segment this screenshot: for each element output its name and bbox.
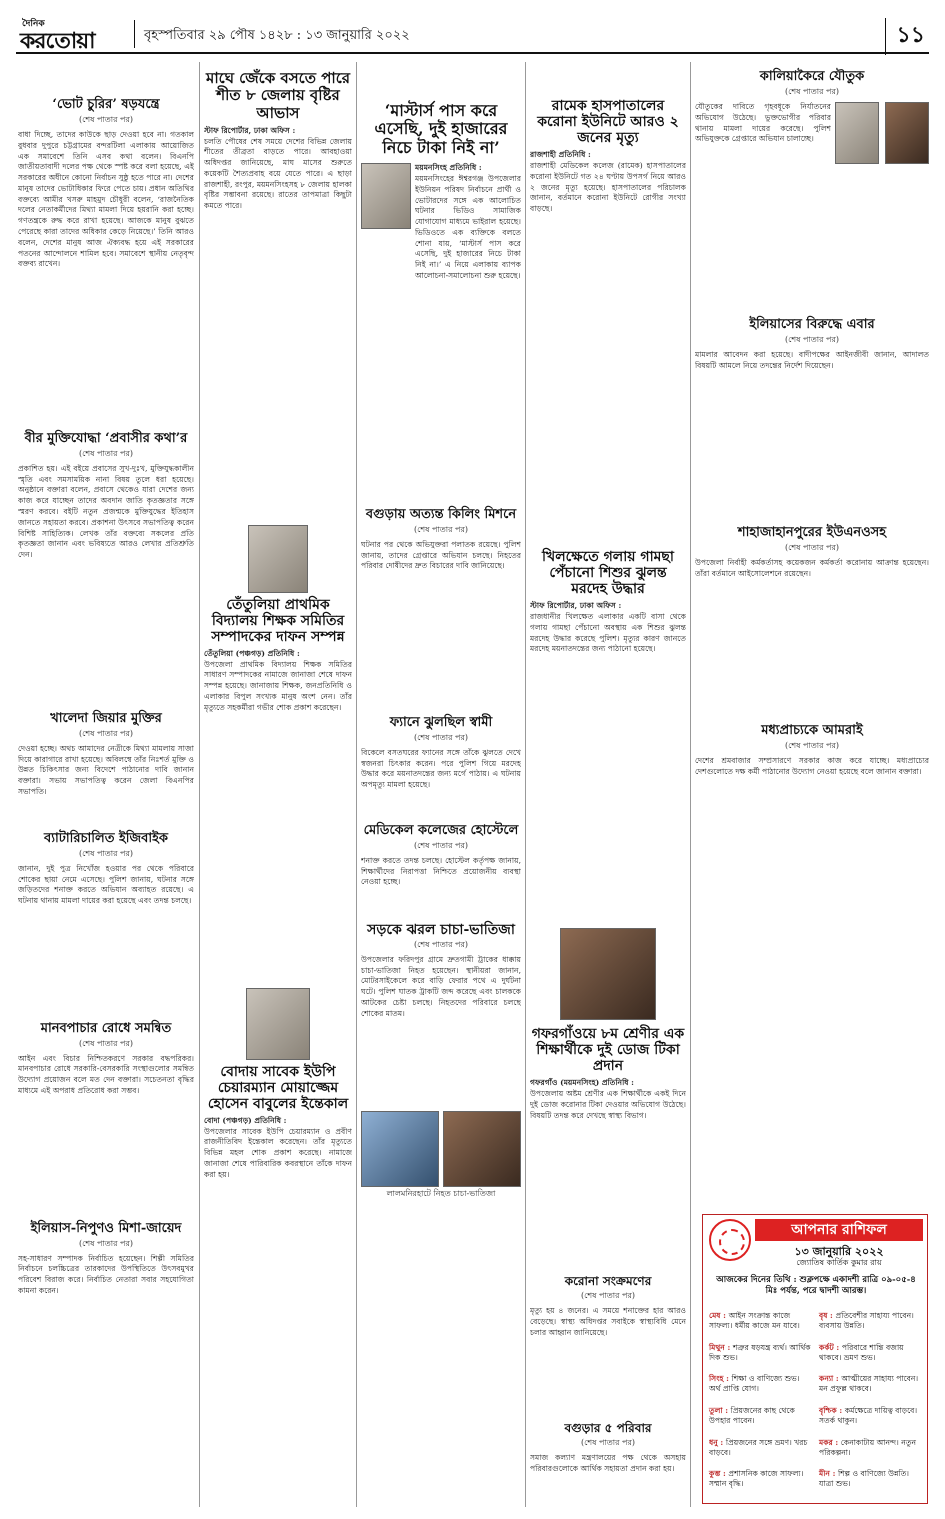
masthead xyxy=(16,14,929,54)
article-body: যৌতুকের দাবিতে গৃহবধূকে নির্যাতনের অভিযোগ উঠেছে। ভুক্তভোগীর পরিবার থানায় মামলা দায়ের করেছে। পুলিশ অভিযুক্তকে গ্রেপ্তারে অভিযান চালাচ্ছে। xyxy=(695,101,831,144)
article-body: আইন এবং বিচার নিশ্চিতকরণে সরকার বদ্ধপরিকর। মানবপাচার রোধে সরকারি-বেসরকারি সংস্থাগুলোর সমন্বিত উদ্যোগ প্রয়োজন বলে মত দেন বক্তারা। সচেতনতা বৃদ্ধির মাধ্যমে এই অপরাধ প্রতিরোধ করা সম্ভব। xyxy=(18,1053,194,1096)
sign-text: আইন সংক্রান্ত কাজে সাফল্য। ধর্মীয় কাজে মন যাবে। xyxy=(709,1311,800,1330)
continuation-note: (শেষ পাতার পর) xyxy=(413,732,469,742)
article-headline: বগুড়ায় অত্যন্ত কিলিং মিশনে xyxy=(365,506,517,522)
article-body: উপজেলায় অষ্টম শ্রেণীর এক শিক্ষার্থীকে একই দিনে দুই ডোজ করোনার টিকা দেওয়ার অভিযোগ উঠেছে। বিষয়টি তদন্ত করে দেখছে স্বাস্থ্য বিভাগ। xyxy=(530,1089,686,1120)
continuation-note: (শেষ পাতার পর) xyxy=(784,86,840,96)
article-headline: তেঁতুলিয়া প্রাথমিক বিদ্যালয় শিক্ষক সমিতির সম্পাদকের দাফন সম্পন্ন xyxy=(211,596,345,645)
page-number: ১১ xyxy=(885,18,925,55)
column-divider xyxy=(356,62,357,1507)
continuation-note: (শেষ পাতার পর) xyxy=(580,1290,636,1300)
article-body: দেওয়া হচ্ছে। অথচ আমাদের নেত্রীকে মিথ্যা মামলায় সাজা দিয়ে কারাগারে রাখা হয়েছে। অবিলম্বে তাঁর নিঃশর্ত মুক্তি ও উন্নত চিকিৎসার জন্য বিদেশে পাঠানোর দাবি জানান বক্তারা। সভায় সভাপতিত্ব করেন জেলা বিএনপির সভাপতি। xyxy=(18,743,194,796)
article-byline: বোদা (পঞ্চগড়) প্রতিনিধি : xyxy=(204,1115,287,1125)
sign-text: প্রিয়জনের সঙ্গে ভ্রমণ। খরচ বাড়বে। xyxy=(709,1437,808,1457)
issue-date: বৃহস্পতিবার ২৯ পৌষ ১৪২৮ : ১৩ জানুয়ারি ২০২২ xyxy=(144,28,410,43)
sign-name: মকর : xyxy=(819,1437,841,1447)
continuation-note: (শেষ পাতার পর) xyxy=(78,448,134,458)
article-body: উপজেলা নির্বাহী কর্মকর্তাসহ কয়েকজন কর্মকর্তা করোনায় আক্রান্ত হয়েছেন। তাঁরা বর্তমানে আইসোলেশনে রয়েছেন। xyxy=(695,557,929,578)
sign-text: শিক্ষা ও বাণিজ্যে শুভ। অর্থ প্রাপ্তি যোগ। xyxy=(709,1374,800,1394)
article-headline: ইলিয়াসের বিরুদ্ধে এবার xyxy=(749,316,875,332)
article-body: শনাক্ত করতে তদন্ত চলছে। হোস্টেল কর্তৃপক্ষ জানায়, শিক্ষার্থীদের নিরাপত্তা নিশ্চিতে প্রয়োজনীয় ব্যবস্থা নেওয়া হচ্ছে। xyxy=(361,855,521,887)
horoscope-author: জ্যোতিষ কার্তিক কুমার রায় xyxy=(796,1258,882,1267)
article-byline: তেঁতুলিয়া (পঞ্চগড়) প্রতিনিধি : xyxy=(204,648,300,658)
zodiac-wheel-icon xyxy=(709,1219,751,1261)
article-headline: মাঘে জেঁকে বসতে পারে শীত ৮ জেলায় বৃষ্টির আভাস xyxy=(205,69,350,122)
article-headline: বীর মুক্তিযোদ্ধা ‘প্রবাসীর কথা’র xyxy=(24,430,188,446)
article-byline: গফরগাঁও (ময়মনসিংহ) প্রতিনিধি : xyxy=(530,1078,634,1088)
logo-name: করতোয়া xyxy=(20,28,95,54)
article-body: ময়মনসিংহের ঈশ্বরগঞ্জ উপজেলার ইউনিয়ন পরিষদ নির্বাচনে প্রার্থী ও ভোটারদের সঙ্গে এক আলোচিত ঘটনার ভিডিও সামাজিক যোগাযোগ মাধ্যমে ভাইরাল হয়েছে। ভিডিওতে এক ব্যক্তিকে বলতে শোনা যায়, ‘মাস্টার্স পাস করে এসেছি, দুই হাজারের নিচে টাকা নিই না।’ এ নিয়ে এলাকায় ব্যাপক আলোচনা-সমালোচনা শুরু হয়েছে। xyxy=(415,173,521,280)
portrait-photo xyxy=(246,988,310,1060)
continuation-note: (শেষ পাতার পর) xyxy=(78,1038,134,1048)
continuation-note: (শেষ পাতার পর) xyxy=(413,939,469,949)
sign-text: শত্রুর ষড়যন্ত্র ব্যর্থ। আর্থিক দিক শুভ। xyxy=(709,1342,811,1362)
sign-name: কর্কট : xyxy=(819,1342,842,1352)
portrait-photo xyxy=(248,525,308,593)
sign-name: মীন : xyxy=(819,1469,839,1479)
photo-pair xyxy=(361,1111,521,1187)
article-headline: মেডিকেল কলেজের হোস্টেলে xyxy=(363,822,519,838)
article-headline: ইলিয়াস-নিপুণও মিশা-জায়েদ xyxy=(30,1220,182,1236)
photo-caption: লালমনিরহাটে নিহত চাচা-ভাতিজা xyxy=(386,1188,496,1198)
article-body: রাজধানীর খিলক্ষেত এলাকার একটি বাসা থেকে গলায় গামছা পেঁচানো অবস্থায় এক শিশুর ঝুলন্ত মরদেহ উদ্ধার করেছে পুলিশ। মৃত্যুর কারণ জানতে মরদেহ ময়নাতদন্তের জন্য পাঠানো হয়েছে। xyxy=(530,612,686,654)
horoscope-sign-item xyxy=(709,1343,813,1373)
sign-text: প্রশাসনিক কাজে সাফল্য। সম্মান বৃদ্ধি। xyxy=(709,1469,804,1489)
continuation-note: (শেষ পাতার পর) xyxy=(580,1437,636,1447)
student-photo xyxy=(560,928,656,1020)
horoscope-sign-item xyxy=(819,1343,923,1373)
sign-name: ধনু : xyxy=(709,1437,726,1447)
sign-text: প্রিয়জনের কাছ থেকে উপহার পাবেন। xyxy=(709,1405,795,1425)
article-body: সহ-সাধারণ সম্পাদক নির্বাচিত হয়েছেন। শিল্পী সমিতির নির্বাচনে চলচ্চিত্রের তারকাদের উপস্থিতিতে উৎসবমুখর পরিবেশ বিরাজ করে। নির্বাচিত নেতারা সবার সহযোগিতা কামনা করেন। xyxy=(18,1253,194,1295)
portrait-photo xyxy=(361,163,411,229)
continuation-note: (শেষ পাতার পর) xyxy=(784,740,840,750)
victim-photo xyxy=(361,1111,439,1187)
article-body: বাধা দিচ্ছে, তাদের কাউকে ছাড় দেওয়া হবে না। গতকাল বুধবার দুপুরে চট্টগ্রামের বন্দরটিলা এলাকায় আয়োজিত এক সমাবেশে তিনি এসব কথা বলেন। বিএনপি জাতীয়তাবাদী দলের পক্ষ থেকে স্পষ্ট করে বলা হয়েছে, এই সরকারের অধীনে কোনো নির্বাচন সুষ্ঠু হতে পারে না। দেশের মানুষ তাদের ভোটাধিকার ফিরে পেতে চায়। প্রধান অতিথির বক্তব্যে আমীর খসরু মাহমুদ চৌধুরী বলেন, ‘রাজনৈতিক দলের নেতাকর্মীদের মিথ্যা মামলা দিয়ে হয়রানি করা হচ্ছে। গণতন্ত্রকে রুদ্ধ করে রাখা হয়েছে। আজকে মানুষ বুঝতে পেরেছে কারা তাদের অধিকার কেড়ে নিয়েছে।’ তিনি আরও বলেন, দেশের মানুষ আজ ঐক্যবদ্ধ হয়ে এই সরকারের পতনের আন্দোলনে শামিল হবে। সমাবেশে স্থানীয় নেতৃবৃন্দ বক্তব্য রাখেন। xyxy=(18,129,194,269)
sign-name: মেষ : xyxy=(709,1311,729,1320)
continuation-note: (শেষ পাতার পর) xyxy=(784,542,840,552)
article-body: মৃত্যু হয় ৪ জনের। এ সময়ে শনাক্তের হার আরও বেড়েছে। স্বাস্থ্য অধিদপ্তর সবাইকে স্বাস্থ্যবিধি মেনে চলার আহ্বান জানিয়েছে। xyxy=(530,1305,686,1337)
horoscope-date: ১৩ জানুয়ারি ২০২২ xyxy=(794,1245,884,1258)
horoscope-sign-item xyxy=(819,1469,923,1499)
article-body: উপজেলার সাবেক ইউপি চেয়ারম্যান ও প্রবীণ রাজনীতিবিদ ইন্তেকাল করেছেন। তাঁর মৃত্যুতে বিভিন্ন মহল শোক প্রকাশ করেছে। নামাজে জানাজা শেষে পারিবারিক কবরস্থানে তাঁকে দাফন করা হয়। xyxy=(204,1126,352,1179)
column-4 xyxy=(530,62,686,1507)
photo-pair xyxy=(835,102,929,164)
article-byline: স্টাফ রিপোর্টার, ঢাকা অফিস : xyxy=(530,601,622,611)
article-headline: বগুড়ার ৫ পরিবার xyxy=(564,1420,652,1435)
sign-text: আত্মীয়ের সাহায্য পাবেন। মন প্রফুল্ল থাকবে। xyxy=(819,1374,919,1394)
column-2 xyxy=(204,62,352,1507)
article-headline: ‘মাস্টার্স পাস করে এসেছি, দুই হাজারের নিচে টাকা নিই না’ xyxy=(374,101,508,157)
sign-name: বৃষ : xyxy=(819,1311,836,1320)
horoscope-box xyxy=(702,1214,928,1504)
article-body: জানান, দুই পুত্র নিখোঁজ হওয়ার পর থেকে পরিবারে শোকের ছায়া নেমে এসেছে। পুলিশ জানায়, ঘটনার সঙ্গে জড়িতদের শনাক্ত করতে অভিযান অব্যাহত রয়েছে। এ ঘটনায় থানায় মামলা দায়ের করা হয়েছে এবং তদন্ত চলছে। xyxy=(18,863,194,906)
horoscope-sign-item xyxy=(709,1311,813,1341)
article-body: বিকেলে বসতঘরের ফ্যানের সঙ্গে তাঁকে ঝুলতে দেখে স্বজনরা চিৎকার করেন। পরে পুলিশ গিয়ে মরদেহ উদ্ধার করে ময়নাতদন্তের জন্য মর্গে পাঠায়। এ ঘটনায় অপমৃত্যু মামলা হয়েছে। xyxy=(361,747,521,790)
article-headline: খালেদা জিয়ার মুক্তির xyxy=(50,710,162,726)
article-headline: ‘ভোট চুরির’ ষড়যন্ত্রে xyxy=(52,97,160,112)
article-byline: ময়মনসিংহ প্রতিনিধি : xyxy=(415,163,482,173)
article-body: ঘটনার পর থেকে অভিযুক্তরা পলাতক রয়েছে। পুলিশ জানায়, তাদের গ্রেপ্তারে অভিযান চলছে। নিহতের পরিবার দোষীদের দ্রুত বিচারের দাবি জানিয়েছে। xyxy=(361,539,521,571)
article-headline: গফরগাঁওয়ে ৮ম শ্রেণীর এক শিক্ষার্থীকে দুই ডোজ টিকা প্রদান xyxy=(531,1026,685,1075)
continuation-note: (শেষ পাতার পর) xyxy=(413,524,469,534)
sign-name: কুম্ভ : xyxy=(709,1469,729,1479)
continuation-note: (শেষ পাতার পর) xyxy=(78,848,134,858)
column-1 xyxy=(18,62,194,1507)
masthead-divider xyxy=(134,20,135,48)
continuation-note: (শেষ পাতার পর) xyxy=(78,114,134,124)
article-headline: মানবপাচার রোধে সমন্বিত xyxy=(40,1020,172,1036)
sign-text: কেনাকাটায় আনন্দ। নতুন পরিকল্পনা। xyxy=(819,1437,917,1457)
horoscope-sign-item xyxy=(819,1374,923,1404)
sign-text: শিল্প ও বাণিজ্যে উন্নতি। যাত্রা শুভ। xyxy=(819,1469,910,1489)
sign-name: সিংহ : xyxy=(709,1374,732,1384)
logo-prefix: দৈনিক xyxy=(22,19,45,29)
article-byline: রাজশাহী প্রতিনিধি : xyxy=(530,150,591,160)
article-headline: শাহাজাহানপুরের ইউএনওসহ xyxy=(737,524,887,540)
horoscope-sign-item xyxy=(819,1311,923,1341)
article-body: উপজেলা প্রাথমিক বিদ্যালয় শিক্ষক সমিতির সাধারণ সম্পাদকের নামাজে জানাজা শেষে দাফন সম্পন্ন হয়েছে। জানাজায় শিক্ষক, জনপ্রতিনিধি ও এলাকার বিপুল সংখ্যক মানুষ অংশ নেন। তাঁর মৃত্যুতে সহকর্মীরা গভীর শোক প্রকাশ করেছেন। xyxy=(204,659,352,712)
continuation-note: (শেষ পাতার পর) xyxy=(78,728,134,738)
newspaper-logo xyxy=(20,16,126,54)
column-divider xyxy=(525,62,526,1507)
continuation-note: (শেষ পাতার পর) xyxy=(78,1238,134,1248)
article-headline: রামেক হাসপাতালের করোনা ইউনিটে আরও ২ জনের মৃত্যু xyxy=(537,98,679,147)
continuation-note: (শেষ পাতার পর) xyxy=(413,840,469,850)
article-headline: মধ্যপ্রাচ্যকে আমরাই xyxy=(761,722,863,738)
tithi-note: আজকের দিনের তিথি : শুক্লপক্ষে একাদশী রাত্রি ০৯-০৫-৪ মিঃ পর্যন্ত, পরে দ্বাদশী আরম্ভ। xyxy=(716,1275,916,1297)
column-divider xyxy=(199,62,200,1507)
horoscope-sign-item xyxy=(819,1438,923,1468)
article-headline: ফ্যানে ঝুলছিল স্বামী xyxy=(389,714,493,730)
article-byline: স্টাফ রিপোর্টার, ঢাকা অফিস : xyxy=(204,125,296,135)
continuation-note: (শেষ পাতার পর) xyxy=(784,334,840,344)
sign-name: কন্যা : xyxy=(819,1374,842,1384)
horoscope-sign-item xyxy=(819,1406,923,1436)
bride-photo xyxy=(835,102,879,164)
sign-name: মিথুন : xyxy=(709,1342,733,1352)
victim-photo xyxy=(443,1111,521,1187)
article-headline: সড়কে ঝরল চাচা-ভাতিজা xyxy=(367,921,515,938)
column-5 xyxy=(695,62,929,1208)
article-headline: বোদায় সাবেক ইউপি চেয়ারম্যান মোয়াজ্জেম হোসেন বাবুলের ইন্তেকাল xyxy=(207,1063,349,1112)
sign-text: কর্মক্ষেত্রে দায়িত্ব বাড়বে। সতর্ক থাকুন। xyxy=(819,1405,918,1425)
horoscope-sign-item xyxy=(709,1406,813,1436)
article-body: সমাজ কল্যাণ মন্ত্রণালয়ের পক্ষ থেকে অসহায় পরিবারগুলোকে আর্থিক সহায়তা প্রদান করা হয়। xyxy=(530,1452,686,1473)
column-divider xyxy=(690,62,691,1507)
article-body: রাজশাহী মেডিকেল কলেজ (রামেক) হাসপাতালের করোনা ইউনিটে গত ২৪ ঘণ্টায় উপসর্গ নিয়ে আরও ২ জনের মৃত্যু হয়েছে। হাসপাতালের পরিচালক জানান, বর্তমানে করোনা ইউনিটে রোগীর সংখ্যা বাড়ছে। xyxy=(530,161,686,214)
sign-text: প্রতিবেশীর সাহায্য পাবেন। ব্যবসায় উন্নতি। xyxy=(819,1311,914,1330)
horoscope-signs xyxy=(709,1311,923,1499)
sign-name: বৃশ্চিক : xyxy=(819,1405,845,1415)
sign-text: পরিবারে শান্তি বজায় থাকবে। ভ্রমণ শুভ। xyxy=(819,1342,904,1362)
article-body: চলতি পৌষের শেষ সময়ে দেশের বিভিন্ন জেলায় শীতের তীব্রতা বাড়তে পারে। আবহাওয়া অধিদপ্তর জানিয়েছে, মাঘ মাসের শুরুতে কয়েকটি শৈত্যপ্রবাহ বয়ে যেতে পারে। এ ছাড়া রাজশাহী, রংপুর, ময়মনসিংহসহ ৮ জেলায় হালকা বৃষ্টির সম্ভাবনা রয়েছে। রাতের তাপমাত্রা কিছুটা কমতে পারে। xyxy=(204,136,352,211)
article-headline: করোনা সংক্রমণের xyxy=(564,1274,652,1289)
horoscope-sign-item xyxy=(709,1469,813,1499)
groom-photo xyxy=(885,102,929,164)
article-body: প্রকাশিত হয়। এই বইয়ে প্রবাসের সুখ-দুঃখ, মুক্তিযুদ্ধকালীন স্মৃতি এবং সমসাময়িক নানা বিষয় তুলে ধরা হয়েছে। অনুষ্ঠানে বক্তারা বলেন, প্রবাসে থেকেও যারা দেশের জন্য কাজ করে যাচ্ছেন তাদের অবদান জাতি কৃতজ্ঞতার সঙ্গে স্মরণ করবে। বইটি নতুন প্রজন্মকে মুক্তিযুদ্ধের ইতিহাস জানতে সহায়তা করবে। প্রকাশনা উৎসবে সভাপতিত্ব করেন বিশিষ্ট সাহিত্যিক। লেখক তাঁর বক্তব্যে সকলের প্রতি কৃতজ্ঞতা জানান এবং ভবিষ্যতে আরও লেখার প্রতিশ্রুতি দেন। xyxy=(18,463,194,560)
article-body: দেশের শ্রমবাজার সম্প্রসারণে সরকার কাজ করে যাচ্ছে। মধ্যপ্রাচ্যের দেশগুলোতে দক্ষ কর্মী পাঠানোর উদ্যোগ নেওয়া হয়েছে বলে জানান বক্তারা। xyxy=(695,755,929,776)
horoscope-sign-item xyxy=(709,1438,813,1468)
horoscope-sign-item xyxy=(709,1374,813,1404)
article-headline: ব্যাটারিচালিত ইজিবাইক xyxy=(44,830,168,846)
article-headline: খিলক্ষেতে গলায় গামছা পেঁচানো শিশুর ঝুলন্ত মরদেহ উদ্ধার xyxy=(542,549,674,598)
horoscope-title: আপনার রাশিফল xyxy=(755,1219,923,1241)
column-3 xyxy=(361,62,521,1507)
article-body: মামলার আবেদন করা হয়েছে। বাদীপক্ষের আইনজীবী জানান, আদালত বিষয়টি আমলে নিয়ে তদন্তের নির্দেশ দিয়েছেন। xyxy=(695,349,929,370)
article-body: উপজেলার ফরিদপুর গ্রামে দ্রুতগামী ট্রাকের ধাক্কায় চাচা-ভাতিজা নিহত হয়েছেন। স্থানীয়রা জানান, মোটরসাইকেলে করে বাড়ি ফেরার পথে এ দুর্ঘটনা ঘটে। পুলিশ ঘাতক ট্রাকটি জব্দ করেছে এবং চালককে আটকের চেষ্টা চলছে। নিহতদের পরিবারে চলছে শোকের মাতম। xyxy=(361,954,521,1018)
article-headline: কালিয়াকৈরে যৌতুক xyxy=(759,69,865,84)
sign-name: তুলা : xyxy=(709,1405,731,1415)
